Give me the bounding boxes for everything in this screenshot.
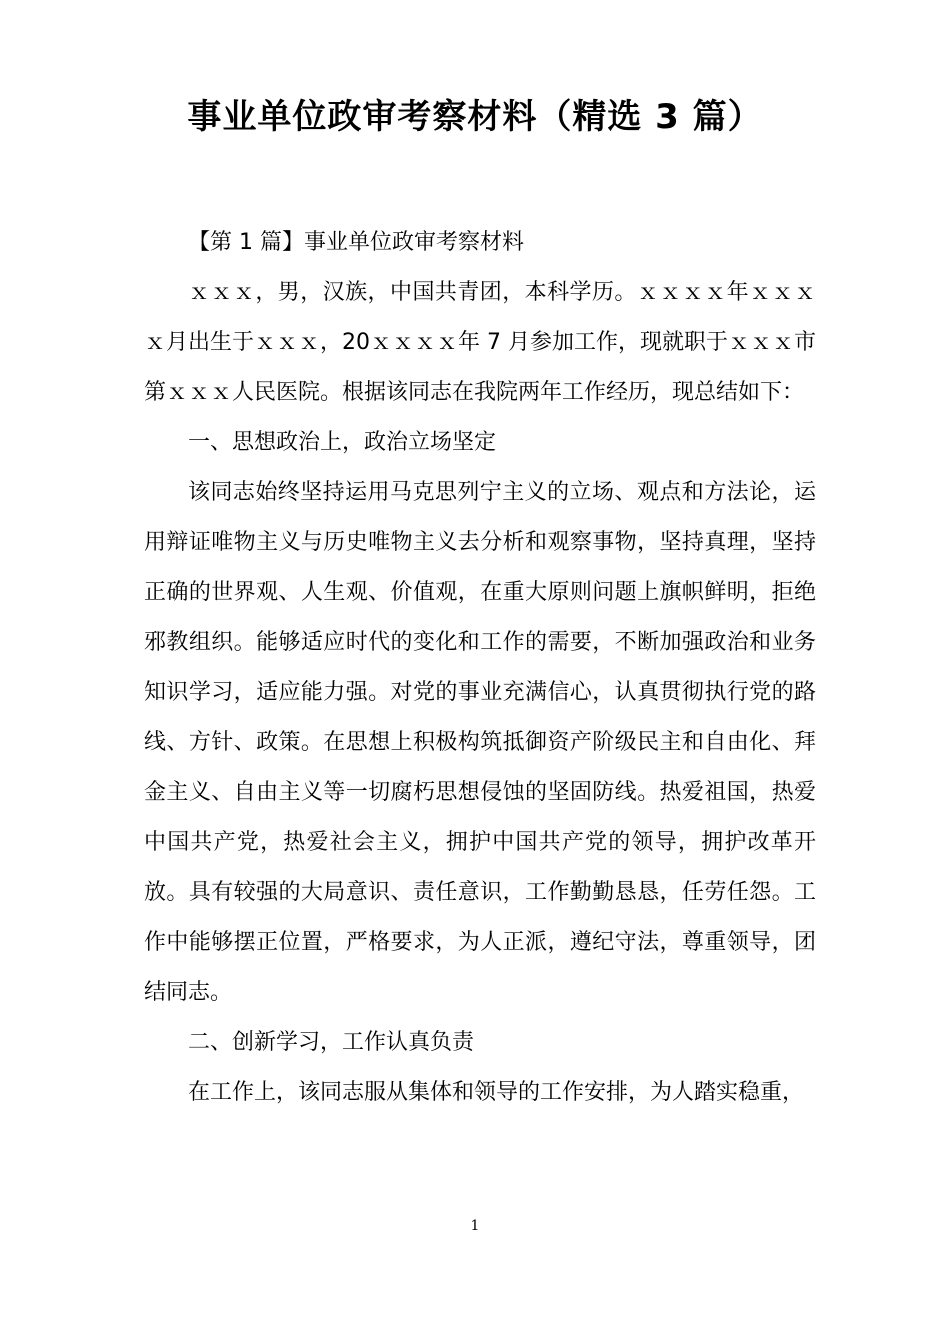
document-body (144, 218, 816, 1118)
section-heading: 【第 1 篇】事业单位政审考察材料 (188, 230, 524, 255)
document-title: 事业单位政审考察材料（精选 3 篇） (187, 97, 763, 137)
subheading-2: 二、创新学习，工作认真负责 (188, 1030, 475, 1055)
subheading-1: 一、思想政治上，政治立场坚定 (188, 430, 497, 455)
paragraph-2: 在工作上，该同志服从集体和领导的工作安排，为人踏实稳重， (188, 1080, 805, 1105)
page-number: 1 (470, 1218, 480, 1234)
paragraph-1: 该同志始终坚持运用马克思列宁主义的立场、观点和方法论，运用辩证唯物主义与历史唯物主义去分析和观察事物，坚持真理，坚持正确的世界观、人生观、价值观，在重大原则问题上旗帜鲜明，拒绝邪教组织。能够适应时代的变化和工作的需要，不断加强政治和业务知识学习，适应能力强。对党的事业充满信心，认真贯彻执行党的路线、方针、政策。在思想上积极构筑抵御资产阶级民主和自由化、拜金主义、自由主义等一切腐朽思想侵蚀的坚固防线。热爱祖国，热爱中国共产党，热爱社会主义，拥护中国共产党的领导，拥护改革开放。具有较强的大局意识、责任意识，工作勤勤恳恳，任劳任怨。工作中能够摆正位置，严格要求，为人正派，遵纪守法，尊重领导，团结同志。 (144, 480, 816, 1005)
intro-paragraph: ｘｘｘ，男，汉族，中国共青团，本科学历。ｘｘｘｘ年ｘｘｘｘ月出生于ｘｘｘ，20ｘｘｘｘ年 7 月参加工作，现就职于ｘｘｘ市第ｘｘｘ人民医院。根据该同志在我院两年工作经历，现总结如下： (144, 280, 816, 405)
